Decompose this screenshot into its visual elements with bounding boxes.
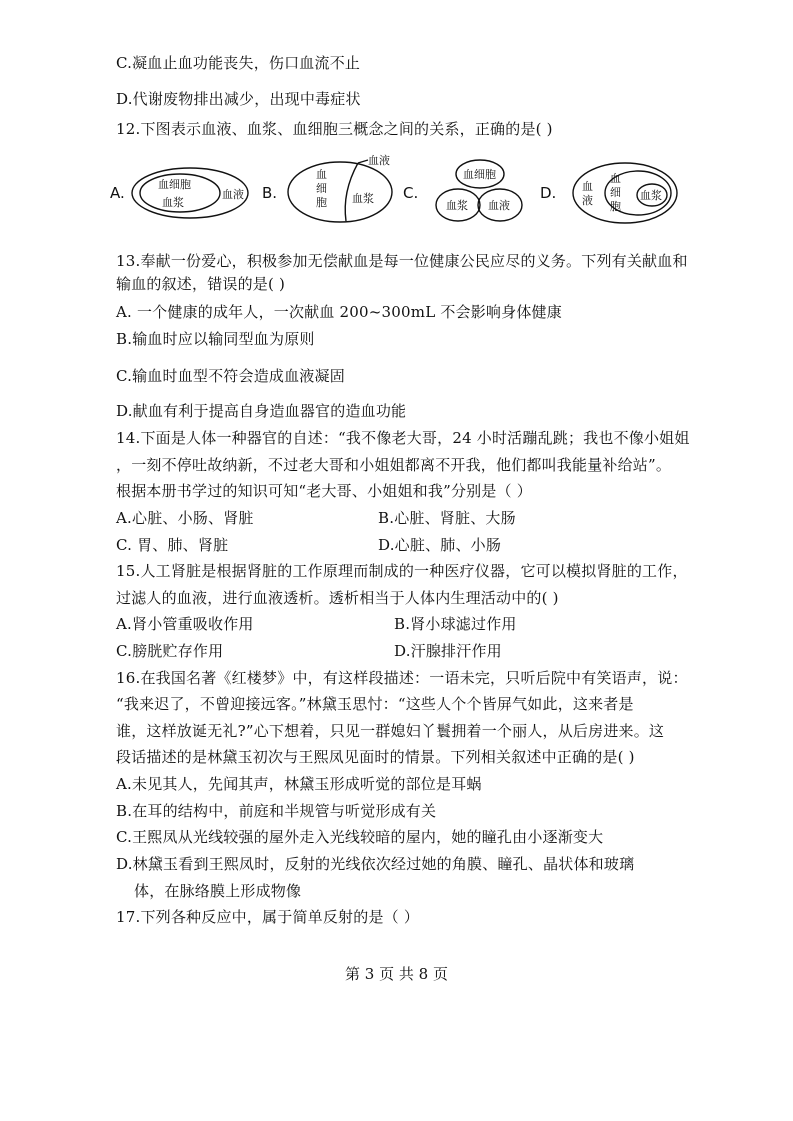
diagram-a-inner1: 血细胞 (158, 178, 191, 191)
diagram-d-outer-1: 血 (582, 180, 593, 193)
diagram-a-label: A. (110, 184, 125, 202)
q13-stem-line1: 13.奉献一份爱心，积极参加无偿献血是每一位健康公民应尽的义务。下列有关献血和 (116, 252, 688, 270)
diagram-b-right: 血浆 (352, 192, 374, 205)
q16-option-b: B.在耳的结构中，前庭和半规管与听觉形成有关 (116, 802, 437, 820)
q14-option-a: A.心脏、小肠、肾脏 (116, 509, 254, 527)
q15-option-a: A.肾小管重吸收作用 (116, 615, 254, 633)
diagram-b (262, 153, 392, 222)
q11-option-c: C.凝血止血功能丧失，伤口血流不止 (116, 54, 361, 72)
q15-stem-line1: 15.人工肾脏是根据肾脏的工作原理而制成的一种医疗仪器，它可以模拟肾脏的工作， (116, 562, 688, 580)
diagram-b-left-2: 细 (316, 182, 327, 195)
diagram-c-left: 血浆 (446, 199, 468, 212)
diagram-d (540, 163, 677, 223)
diagram-b-label: B. (262, 184, 278, 202)
q15-option-b: B.肾小球滤过作用 (394, 615, 517, 633)
diagram-d-middle-2: 细 (610, 186, 621, 199)
q16-option-d-line2: 体，在脉络膜上形成物像 (134, 882, 302, 900)
q13-option-b: B.输血时应以输同型血为原则 (116, 330, 315, 348)
q14-stem-line2: ，一刻不停吐故纳新，不过老大哥和小姐姐都离不开我，他们都叫我能量补给站”。 (116, 456, 672, 474)
q16-stem-line2: “我来迟了，不曾迎接远客。”林黛玉思忖：“这些人个个皆屏气如此，这来者是 (116, 695, 634, 713)
diagram-d-outer-2: 液 (582, 194, 593, 207)
q12-stem: 12.下图表示血液、血浆、血细胞三概念之间的关系，正确的是( ) (116, 120, 553, 138)
q12-diagrams (110, 150, 710, 230)
q16-option-d-line1: D.林黛玉看到王熙凤时，反射的光线依次经过她的角膜、瞳孔、晶状体和玻璃 (116, 855, 635, 873)
diagram-d-middle-1: 血 (610, 172, 621, 185)
q14-stem-line1: 14.下面是人体一种器官的自述：“我不像老大哥，24 小时活蹦乱跳；我也不像小姐姐 (116, 429, 690, 447)
q14-option-b: B.心脏、肾脏、大肠 (378, 509, 516, 527)
diagram-c (403, 160, 522, 221)
q17-stem: 17.下列各种反应中，属于简单反射的是（ ） (116, 908, 420, 926)
diagram-b-left-1: 血 (316, 168, 327, 181)
diagram-c-top: 血细胞 (463, 168, 496, 181)
page-footer: 第 3 页 共 8 页 (345, 965, 448, 983)
diagram-d-inner: 血浆 (640, 189, 662, 202)
q15-option-c: C.膀胱贮存作用 (116, 642, 224, 660)
q16-stem-line3: 谁，这样放诞无礼?”心下想着，只见一群媳妇丫鬟拥着一个丽人，从后房进来。这 (116, 722, 665, 740)
q13-stem-line2: 输血的叙述，错误的是( ) (116, 275, 286, 293)
diagram-a-inner2: 血浆 (162, 196, 184, 209)
diagram-b-pointer (358, 160, 368, 163)
q15-option-d: D.汗腺排汗作用 (394, 642, 502, 660)
diagram-a-outer: 血液 (222, 188, 244, 201)
q16-option-a: A.未见其人，先闻其声，林黛玉形成听觉的部位是耳蜗 (116, 775, 482, 793)
q13-option-c: C.输血时血型不符会造成血液凝固 (116, 367, 345, 385)
q14-option-c: C. 胃、肺、肾脏 (116, 536, 229, 554)
q13-option-a: A. 一个健康的成年人，一次献血 200~300mL 不会影响身体健康 (116, 303, 562, 321)
diagram-c-right: 血液 (488, 199, 510, 212)
diagram-d-middle-3: 胞 (610, 200, 621, 213)
q11-option-d: D.代谢废物排出减少，出现中毒症状 (116, 90, 361, 108)
q16-stem-line1: 16.在我国名著《红楼梦》中，有这样段描述：一语未完，只听后院中有笑语声，说： (116, 669, 688, 687)
q14-stem-line3: 根据本册书学过的知识可知“老大哥、小姐姐和我”分别是（ ） (116, 482, 532, 500)
diagram-b-left-3: 胞 (316, 196, 327, 209)
diagram-c-label: C. (403, 184, 419, 202)
diagram-b-ellipse (288, 162, 392, 222)
q15-stem-line2: 过滤人的血液，进行血液透析。透析相当于人体内生理活动中的( ) (116, 589, 559, 607)
diagram-a (110, 168, 248, 218)
diagram-b-top: 血液 (368, 154, 390, 167)
q13-option-d: D.献血有利于提高自身造血器官的造血功能 (116, 402, 407, 420)
q16-option-c: C.王熙凤从光线较强的屋外走入光线较暗的屋内，她的瞳孔由小逐渐变大 (116, 828, 604, 846)
q14-option-d: D.心脏、肺、小肠 (378, 536, 502, 554)
diagram-d-label: D. (540, 184, 557, 202)
q16-stem-line4: 段话描述的是林黛玉初次与王熙凤见面时的情景。下列相关叙述中正确的是( ) (116, 748, 635, 766)
